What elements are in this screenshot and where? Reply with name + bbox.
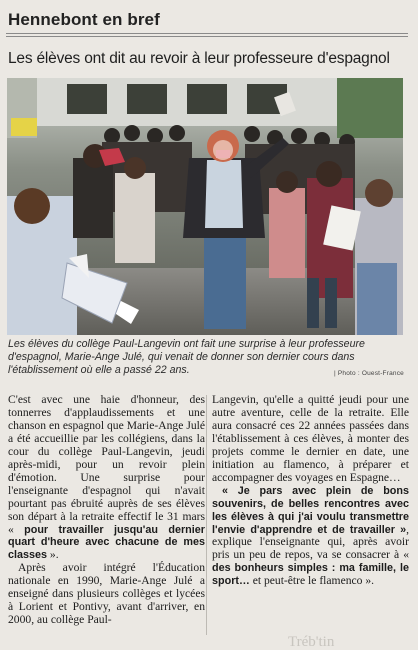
article-headline: Les élèves ont dit au revoir à leur professeure d'espagnol — [8, 50, 390, 67]
paragraph: Langevin, qu'elle a quitté jeudi pour une autre aventure, celle de la retraite. Elle aura consacré ces 22 années passées dans l'établissement à ces élèves, à monter des projets comme le dernier en date, une initiation au flamenco, à préparer et accompagner des voyages en Espagne… — [212, 393, 409, 484]
quote-bold: des bonheurs simples : ma famille, le sport… — [212, 562, 409, 588]
text-run: , explique l'enseignante qui, après avoir pris un peu de repos, va se consacrer à « — [212, 522, 409, 562]
paragraph: Après avoir intégré l'Éducation nationale en 1990, Marie-Ange Julé a enseigné dans plusieurs collèges et lycées à Lorient et Pontivy, avant d'arriver, en 2000, au collège Paul- — [8, 561, 205, 627]
text-run: C'est avec une haie d'honneur, des tonnerres d'applaudissements et une chanson en espagnol que Marie-Ange Julé a été accueillie par les collégiens, dans la cour du collège Paul-Langevin, jeudi après-midi, pour un revoir plein d'émotion. Une surprise pour l'enseignante d'espagnol qui n'avait pourtant pas ébruité auprès de ses élèves son départ à la retraite effectif le 31 mars « — [8, 393, 205, 536]
photo-illustration — [7, 78, 403, 335]
paragraph — [212, 485, 409, 589]
article-photo — [7, 78, 403, 335]
paragraph — [8, 394, 205, 562]
article-column-left — [8, 394, 205, 627]
quote-bold: « Je pars avec plein de bons souvenirs, de belles rencontres avec les élèves à qui j'ai voulu transmettre l'envie d'apprendre et de travailler » — [212, 484, 409, 536]
section-title: Hennebont en bref — [8, 10, 160, 29]
column-divider — [206, 395, 207, 635]
bleed-through-text: Tréb'tin — [288, 634, 335, 650]
quote-bold: pour travailler jusqu'au dernier quart d'heure avec chacune de mes classes — [8, 523, 205, 562]
top-rule — [6, 33, 408, 34]
photo-credit: | Photo : Ouest-France — [333, 370, 404, 377]
text-run: ». — [47, 548, 59, 562]
text-run: et peut-être le flamenco ». — [249, 574, 375, 588]
top-rule-double — [6, 36, 408, 37]
photo-caption: Les élèves du collège Paul-Langevin ont fait une surprise à leur professeure d'espagnol, Marie-Ange Julé, qui venait de donner son dernier cours dans l'établissement où elle a passé 22 ans. — [8, 338, 365, 377]
article-column-right — [212, 394, 409, 588]
